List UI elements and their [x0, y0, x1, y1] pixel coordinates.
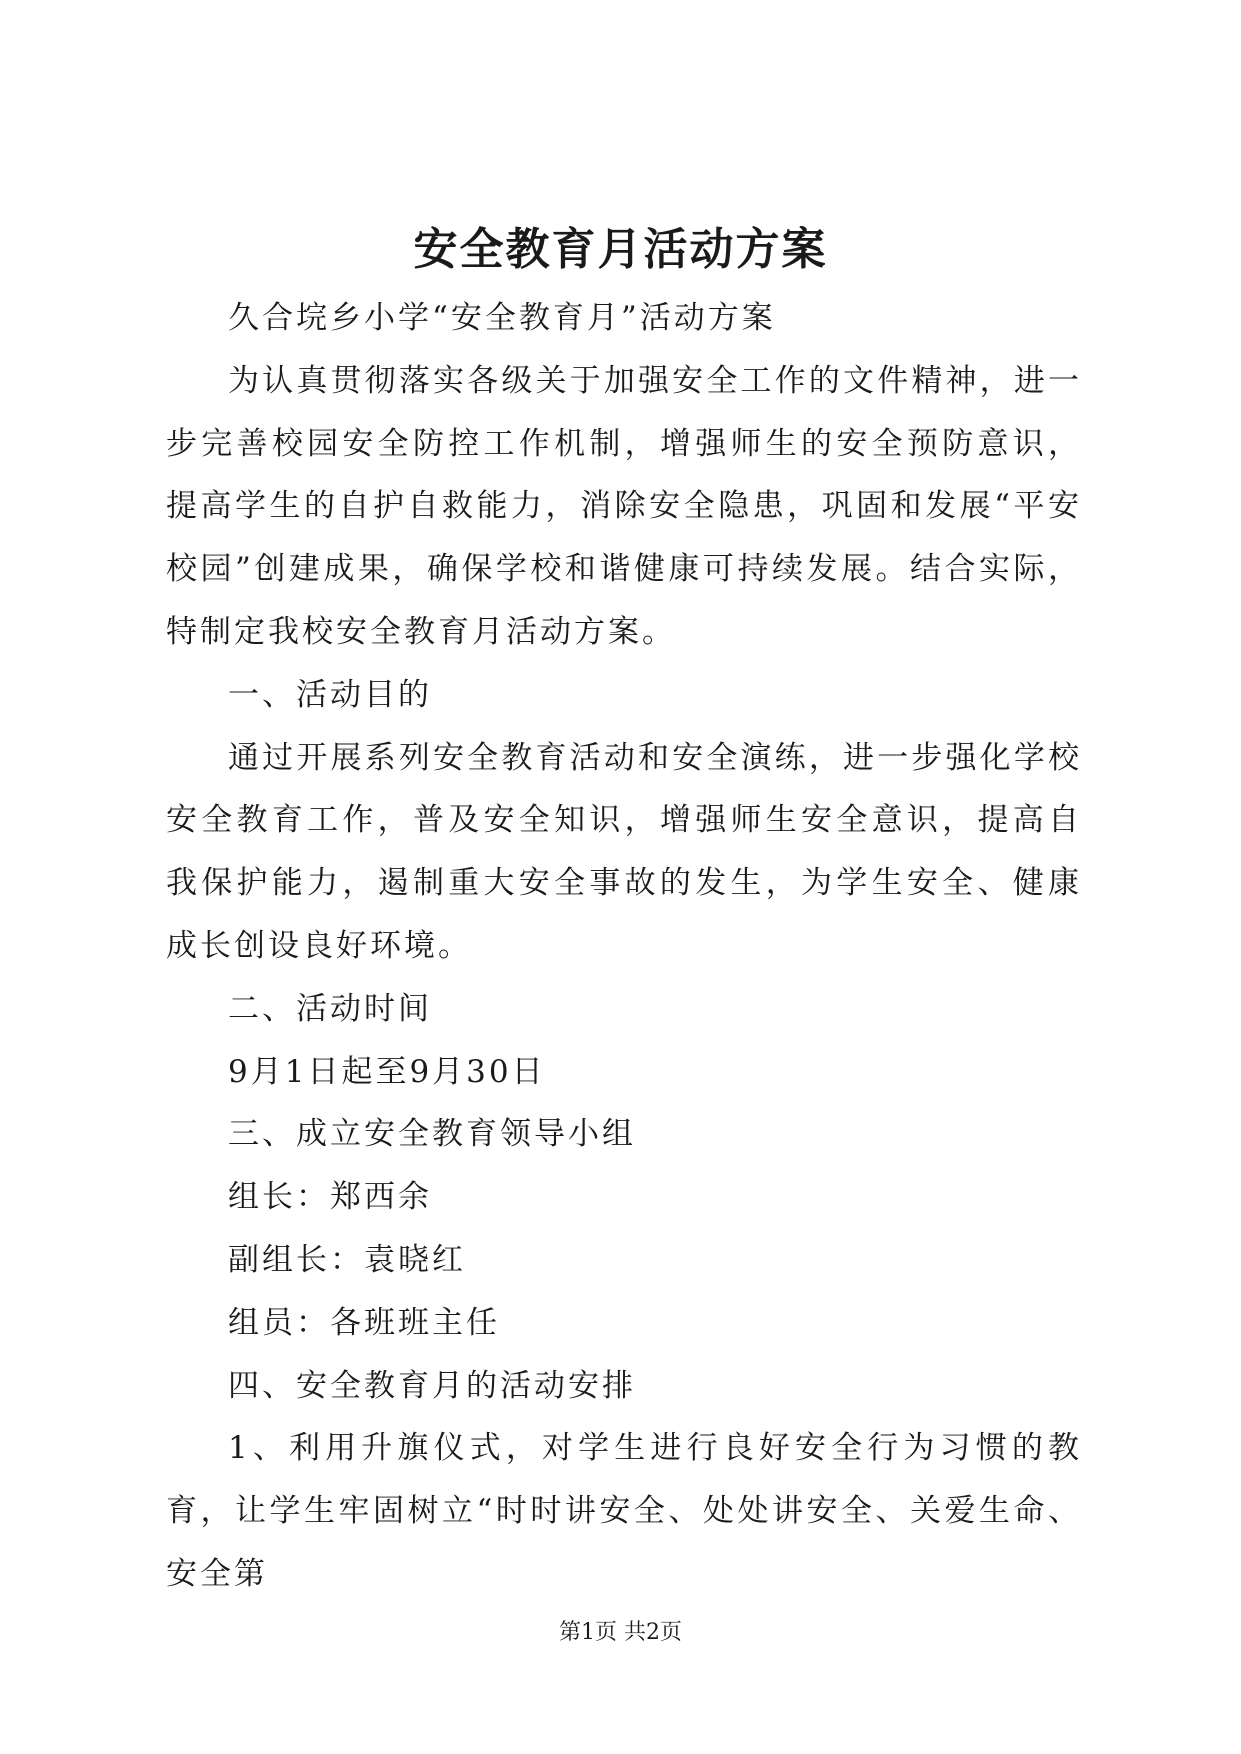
group-members: 组员：各班班主任: [228, 1304, 500, 1341]
school-plan-heading: 久合垸乡小学“安全教育月”活动方案: [228, 300, 776, 336]
document-body: [166, 287, 1082, 1606]
time-paragraph: 9月1日起至9月30日: [228, 1053, 546, 1090]
intro-paragraph: 为认真贯彻落实各级关于加强安全工作的文件精神，进一步完善校园安全防控工作机制，增强师生的安全预防意识，提高学生的自护自救能力，消除安全隐患，巩固和发展“平安校园”创建成果，确保学校和谐健康可持续发展。结合实际，特制定我校安全教育月活动方案。: [166, 362, 1082, 650]
group-leader: 组长：郑西余: [228, 1179, 432, 1216]
purpose-paragraph: 通过开展系列安全教育活动和安全演练，进一步强化学校安全教育工作，普及安全知识，增强师生安全意识，提高自我保护能力，遏制重大安全事故的发生，为学生安全、健康成长创设良好环境。: [166, 739, 1082, 964]
section-heading-purpose: 一、活动目的: [228, 676, 432, 713]
section-heading-group: 三、成立安全教育领导小组: [228, 1116, 636, 1153]
section-heading-time: 二、活动时间: [228, 990, 432, 1027]
section-heading-arrangements: 四、安全教育月的活动安排: [228, 1367, 636, 1404]
document-title: 安全教育月活动方案: [413, 224, 828, 275]
group-deputy-leader: 副组长：袁晓红: [228, 1241, 466, 1278]
page-footer: 第1页 共2页: [559, 1620, 682, 1645]
arrangement-item-1: 1、利用升旗仪式，对学生进行良好安全行为习惯的教育，让学生牢固树立“时时讲安全、处处讲安全、关爱生命、安全第: [166, 1430, 1082, 1592]
